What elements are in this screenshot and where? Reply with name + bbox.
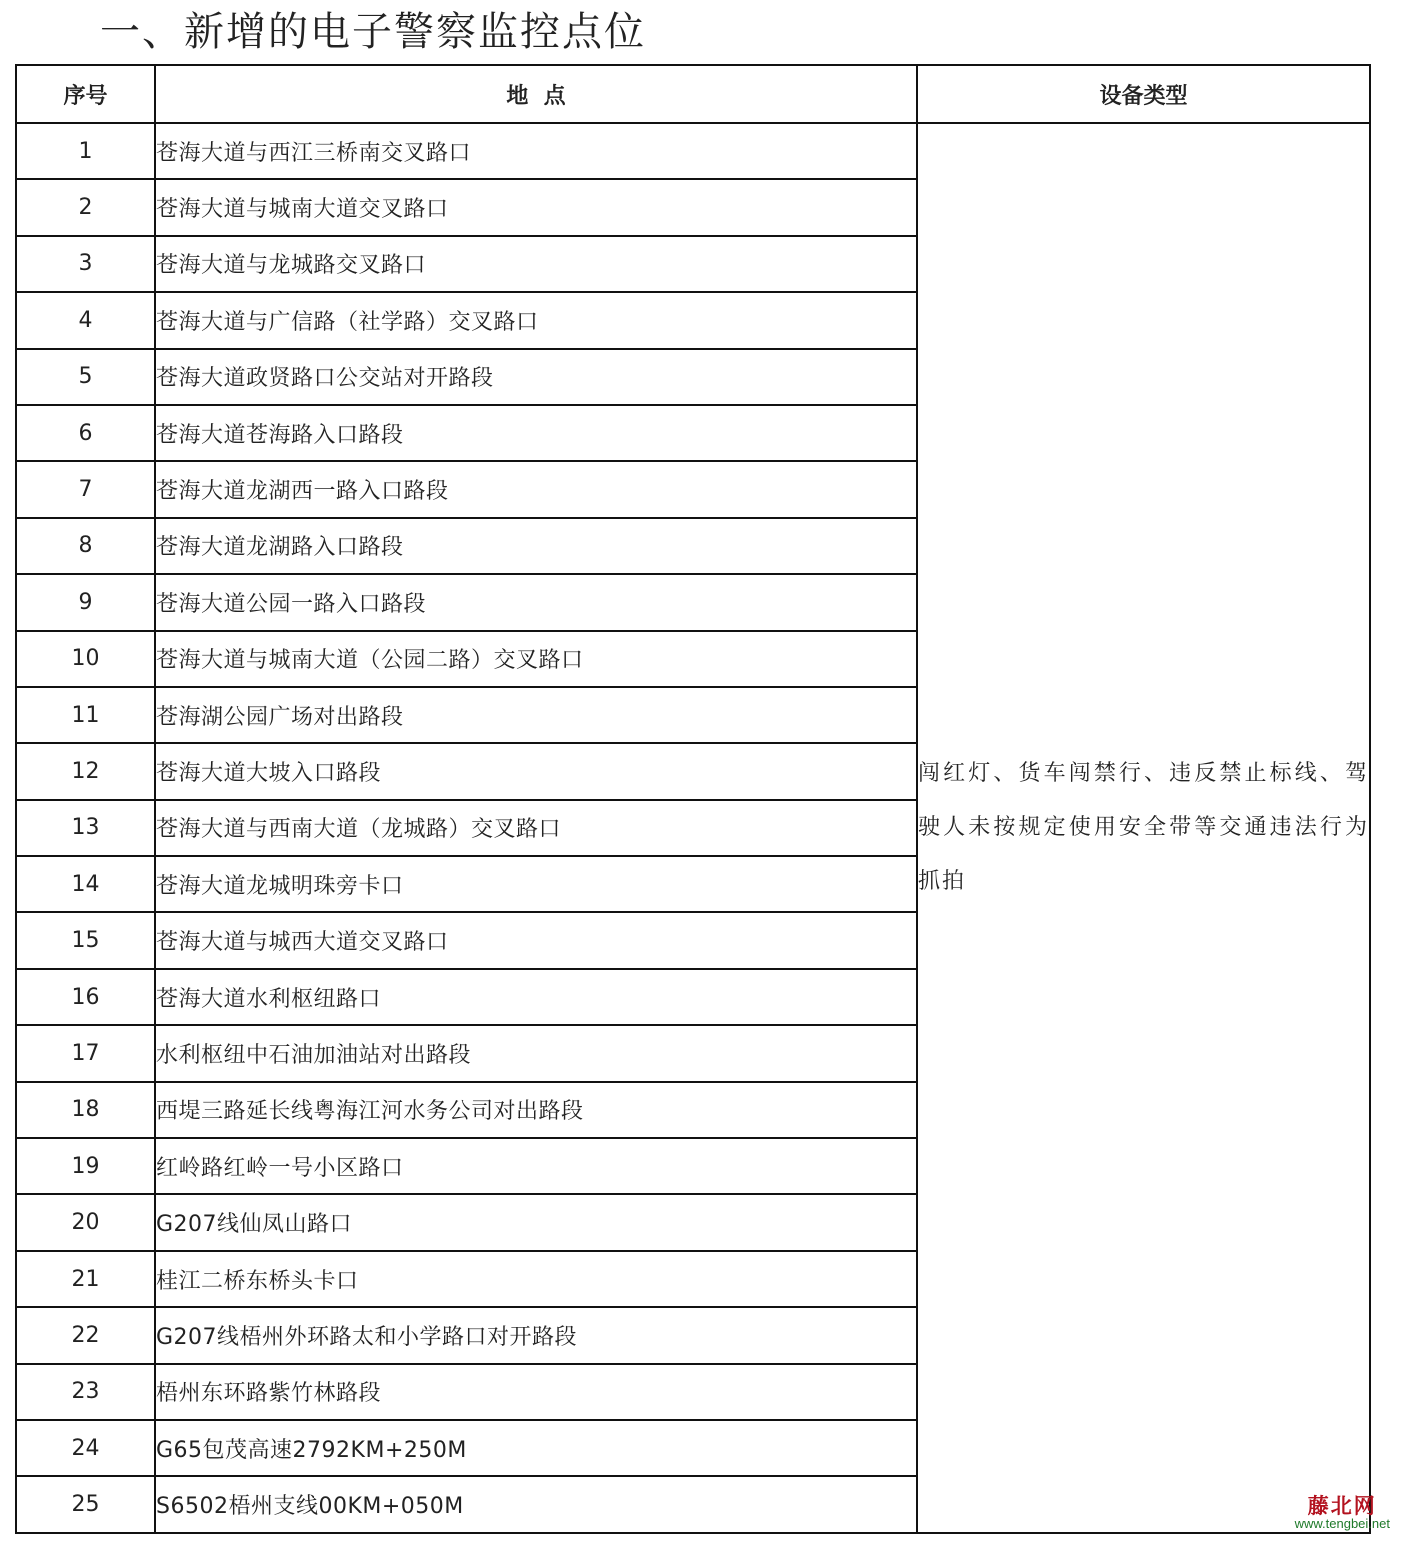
row-number: 23 — [16, 1364, 155, 1420]
row-number: 21 — [16, 1251, 155, 1307]
row-location: 梧州东环路紫竹林路段 — [155, 1364, 917, 1420]
row-location: 苍海大道与城南大道（公园二路）交叉路口 — [155, 631, 917, 687]
row-location: 苍海大道龙城明珠旁卡口 — [155, 856, 917, 912]
row-number: 19 — [16, 1138, 155, 1194]
row-location: 苍海大道龙湖路入口路段 — [155, 518, 917, 574]
header-device-type: 设备类型 — [917, 65, 1370, 123]
watermark-url: www.tengbei.net — [1294, 1516, 1390, 1531]
row-number: 9 — [16, 574, 155, 630]
row-number: 7 — [16, 461, 155, 517]
header-location: 地 点 — [155, 65, 917, 123]
table-header-row — [16, 65, 1370, 123]
row-location: 苍海湖公园广场对出路段 — [155, 687, 917, 743]
device-type-text: 闯红灯、货车闯禁行、违反禁止标线、驾驶人未按规定使用安全带等交通违法行为抓拍 — [918, 760, 1369, 894]
row-number: 17 — [16, 1025, 155, 1081]
row-number: 20 — [16, 1194, 155, 1250]
row-location: S6502梧州支线00KM+050M — [155, 1476, 917, 1532]
row-number: 18 — [16, 1082, 155, 1138]
header-index: 序号 — [16, 65, 155, 123]
row-number: 3 — [16, 236, 155, 292]
row-number: 25 — [16, 1476, 155, 1532]
row-location: G65包茂高速2792KM+250M — [155, 1420, 917, 1476]
row-number: 11 — [16, 687, 155, 743]
row-number: 24 — [16, 1420, 155, 1476]
row-number: 2 — [16, 179, 155, 235]
row-number: 8 — [16, 518, 155, 574]
row-number: 6 — [16, 405, 155, 461]
row-location: 苍海大道政贤路口公交站对开路段 — [155, 349, 917, 405]
row-location: 红岭路红岭一号小区路口 — [155, 1138, 917, 1194]
watermark-logo: 藤北网 — [1307, 1493, 1377, 1518]
row-location: 西堤三路延长线粤海江河水务公司对出路段 — [155, 1082, 917, 1138]
row-location: 苍海大道大坡入口路段 — [155, 743, 917, 799]
row-number: 5 — [16, 349, 155, 405]
row-number: 16 — [16, 969, 155, 1025]
row-location: G207线仙凤山路口 — [155, 1194, 917, 1250]
monitoring-points-table — [15, 64, 1371, 1534]
row-number: 12 — [16, 743, 155, 799]
row-location: 苍海大道苍海路入口路段 — [155, 405, 917, 461]
row-location: 苍海大道与城南大道交叉路口 — [155, 179, 917, 235]
row-location: 苍海大道与西江三桥南交叉路口 — [155, 123, 917, 179]
row-number: 4 — [16, 292, 155, 348]
row-number: 10 — [16, 631, 155, 687]
row-location: 桂江二桥东桥头卡口 — [155, 1251, 917, 1307]
row-number: 1 — [16, 123, 155, 179]
row-number: 22 — [16, 1307, 155, 1363]
page-heading: 一、新增的电子警察监控点位 — [100, 9, 646, 55]
row-location: 苍海大道公园一路入口路段 — [155, 574, 917, 630]
row-location: 水利枢纽中石油加油站对出路段 — [155, 1025, 917, 1081]
row-location: 苍海大道与城西大道交叉路口 — [155, 912, 917, 968]
row-number: 13 — [16, 800, 155, 856]
row-location: 苍海大道与广信路（社学路）交叉路口 — [155, 292, 917, 348]
row-location: 苍海大道龙湖西一路入口路段 — [155, 461, 917, 517]
watermark — [1295, 1495, 1390, 1531]
row-location: 苍海大道与龙城路交叉路口 — [155, 236, 917, 292]
row-location: 苍海大道与西南大道（龙城路）交叉路口 — [155, 800, 917, 856]
row-location: 苍海大道水利枢纽路口 — [155, 969, 917, 1025]
row-location: G207线梧州外环路太和小学路口对开路段 — [155, 1307, 917, 1363]
row-number: 14 — [16, 856, 155, 912]
row-number: 15 — [16, 912, 155, 968]
device-type-cell — [917, 123, 1370, 1533]
table-row — [16, 123, 1370, 179]
table-body — [16, 123, 1370, 1533]
